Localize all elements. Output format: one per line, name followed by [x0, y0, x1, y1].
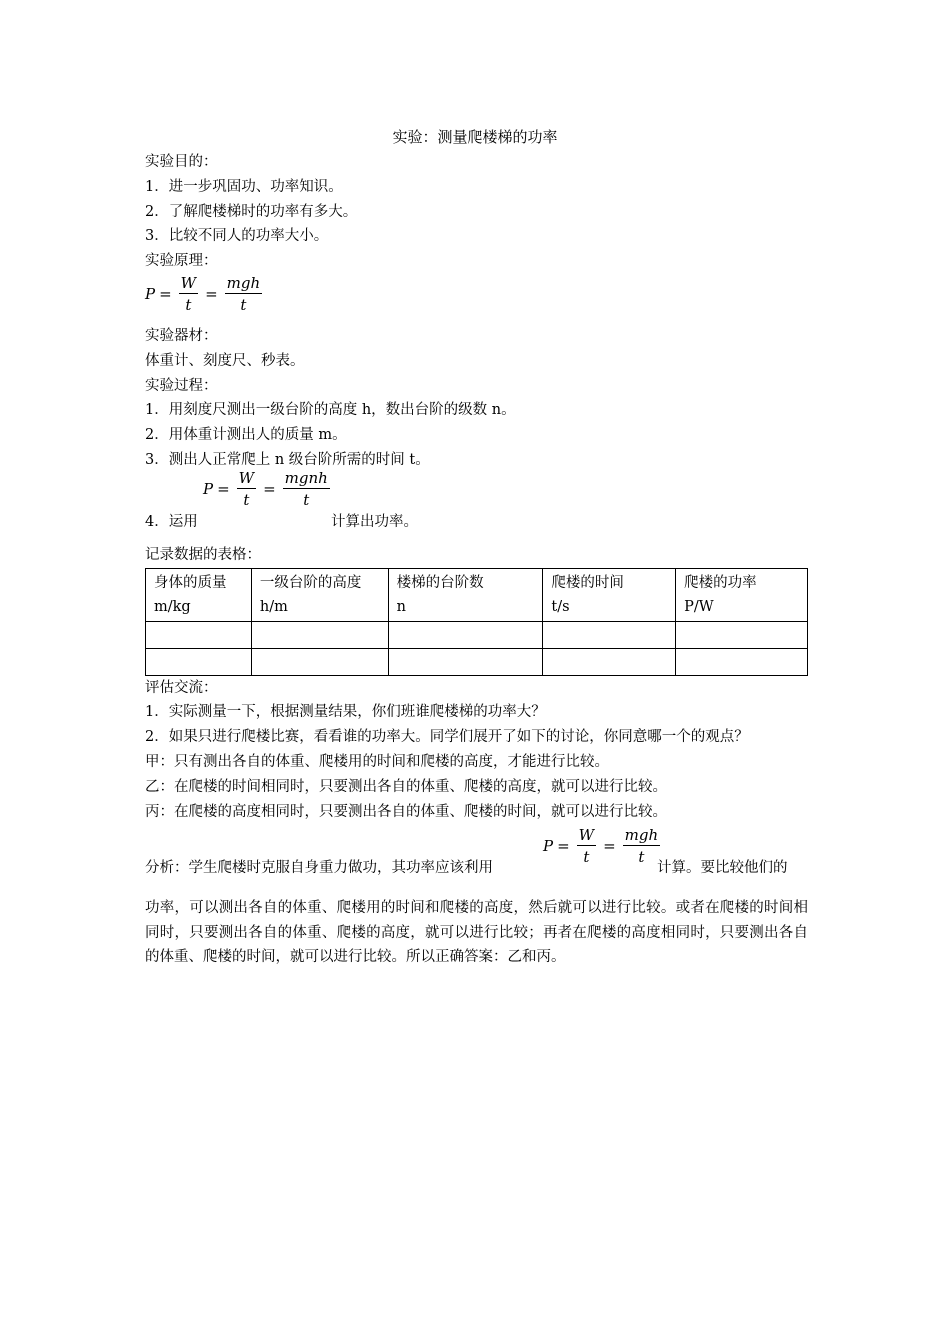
purpose-item: 3．比较不同人的功率大小。 — [145, 228, 329, 245]
formula-numerator: W — [238, 468, 255, 487]
formula-numerator: mgh — [226, 273, 261, 292]
table-row — [146, 621, 808, 648]
analysis-text-before: 分析：学生爬楼时克服自身重力做功，其功率应该利用 — [145, 860, 493, 877]
formula-denominator: t — [638, 848, 645, 867]
table-cell — [146, 621, 252, 648]
table-cell — [388, 648, 543, 675]
formula-numerator: mgh — [624, 826, 659, 845]
analysis-paragraph: 功率，可以测出各自的体重、爬楼用的时间和爬楼的高度，然后就可以进行比较。或者在爬楼的时间相同时，只要测出各自的体重、爬楼的高度，就可以进行比较；再者在爬楼的高度相同时，只要测出各自的体重、爬楼的时间，就可以进行比较。所以正确答案：乙和丙。 — [145, 900, 808, 966]
formula-denominator: t — [185, 295, 192, 314]
table-header-cell: 爬楼的功率 P/W — [676, 568, 808, 621]
evaluation-item: 乙：在爬楼的时间相同时，只要测出各自的体重、爬楼的高度，就可以进行比较。 — [145, 778, 667, 795]
principle-heading: 实验原理： — [145, 253, 218, 270]
analysis-text-after: 计算。要比较他们的 — [657, 860, 788, 877]
formula-lhs: P — [145, 284, 156, 303]
formula-numerator: mgnh — [284, 468, 328, 487]
table-header-cell: 一级台阶的高度 h/m — [251, 568, 388, 621]
evaluation-item: 1．实际测量一下，根据测量结果，你们班谁爬楼梯的功率大？ — [145, 704, 546, 721]
document-title: 实验：测量爬楼梯的功率 — [392, 128, 558, 146]
analysis-line — [145, 824, 810, 886]
evaluation-item: 2．如果只进行爬楼比赛，看看谁的功率大。同学们展开了如下的讨论，你同意哪一个的观点？ — [145, 729, 749, 746]
table-heading: 记录数据的表格： — [145, 546, 261, 563]
evaluation-item: 甲：只有测出各自的体重、爬楼用的时间和爬楼的高度，才能进行比较。 — [145, 753, 609, 770]
procedure-step4 — [145, 468, 810, 533]
data-table — [145, 568, 808, 676]
formula-lhs: P — [203, 479, 214, 498]
procedure-heading: 实验过程： — [145, 377, 218, 394]
procedure-item: 1．用刻度尺测出一级台阶的高度 h，数出台阶的级数 n。 — [145, 402, 516, 419]
purpose-item: 2．了解爬楼梯时的功率有多大。 — [145, 203, 358, 220]
step4-text-after: 计算出功率。 — [331, 513, 418, 530]
formula-numerator: W — [578, 826, 595, 845]
formula-denominator: t — [583, 848, 590, 867]
formula-numerator: W — [180, 273, 197, 292]
analysis-formula: P = $\frac{W}{t}$ = $\frac{\text{mgh}}{t}$ — [543, 826, 659, 867]
table-header-row — [146, 568, 808, 621]
purpose-heading: 实验目的： — [145, 154, 218, 170]
table-header-cell: 爬楼的时间 t/s — [543, 568, 676, 621]
table-cell — [251, 621, 388, 648]
procedure-item: 2．用体重计测出人的质量 m。 — [145, 427, 347, 444]
procedure-item: 3．测出人正常爬上 n 级台阶所需的时间 t。 — [145, 451, 430, 468]
document-body — [145, 150, 810, 970]
table-cell — [388, 621, 543, 648]
equipment-text: 体重计、刻度尺、秒表。 — [145, 352, 305, 369]
table-row — [146, 648, 808, 675]
formula-denominator: t — [240, 295, 247, 314]
table-cell — [676, 648, 808, 675]
formula-denominator: t — [243, 490, 250, 509]
principle-formula: P = $\frac{W}{t}$ = $\frac{\text{mgh}}{t}$ — [145, 273, 261, 314]
step4-text-before: 4．运用 — [145, 513, 198, 530]
table-cell — [543, 648, 676, 675]
table-cell — [251, 648, 388, 675]
evaluation-heading: 评估交流： — [145, 679, 218, 696]
formula-lhs: P — [543, 837, 554, 856]
purpose-item: 1．进一步巩固功、功率知识。 — [145, 178, 343, 195]
evaluation-item: 丙：在爬楼的高度相同时，只要测出各自的体重、爬楼的时间，就可以进行比较。 — [145, 803, 667, 820]
table-cell — [146, 648, 252, 675]
step4-formula: P = $\frac{W}{t}$ = $\frac{\text{mgnh}}{t}$ — [203, 468, 328, 509]
table-cell — [543, 621, 676, 648]
table-header-cell: 身体的质量 m/kg — [146, 568, 252, 621]
table-header-cell: 楼梯的台阶数 n — [388, 568, 543, 621]
table-cell — [676, 621, 808, 648]
equipment-heading: 实验器材： — [145, 327, 218, 344]
formula-denominator: t — [303, 490, 310, 509]
